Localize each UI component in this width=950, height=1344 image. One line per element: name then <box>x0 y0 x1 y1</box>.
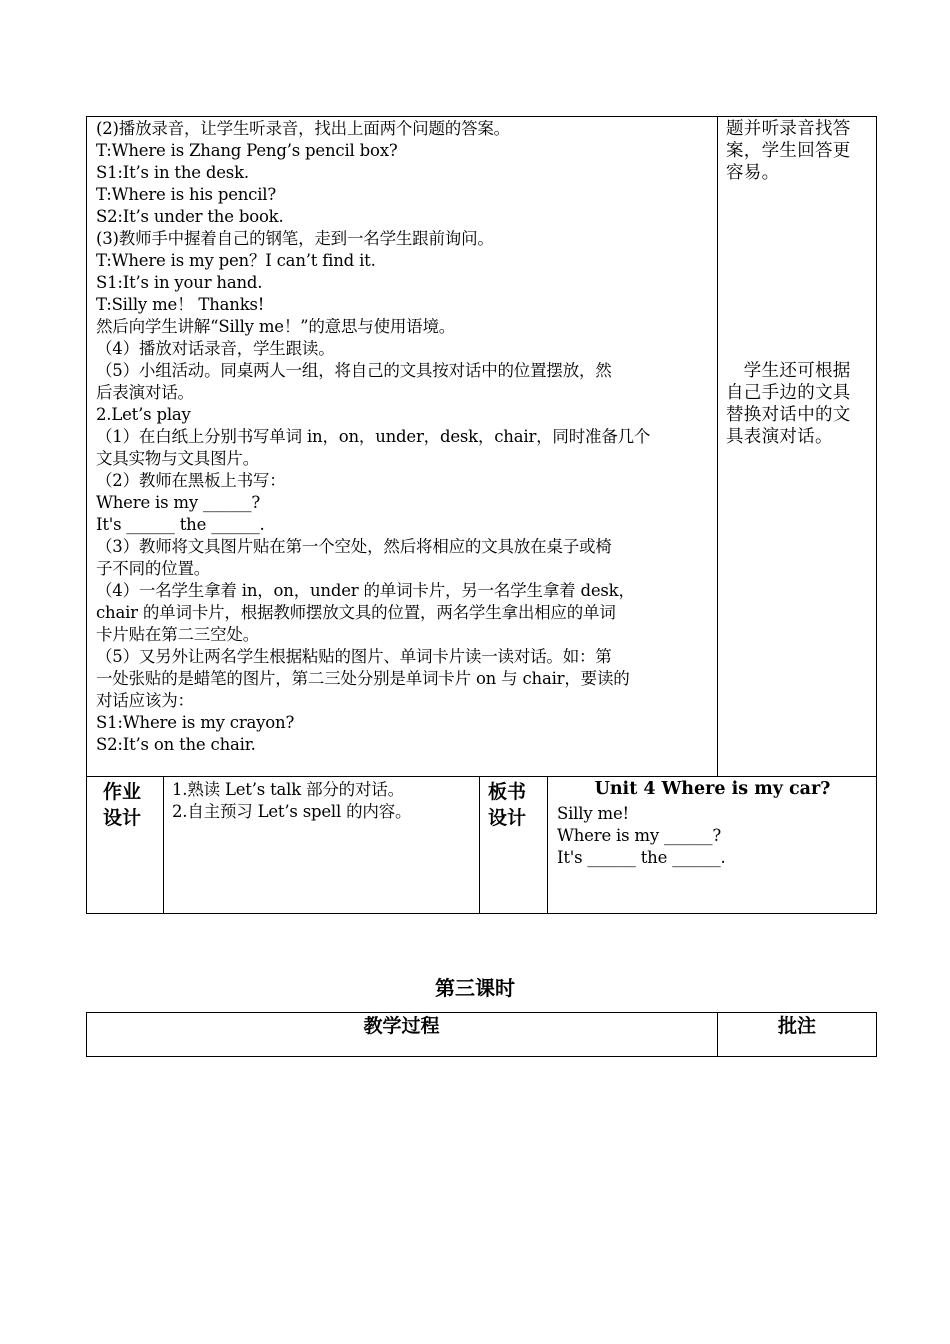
homework-item: 2.自主预习 Let’s spell 的内容。 <box>172 802 412 821</box>
note-line: 容易。 <box>726 163 780 183</box>
blackboard-line: It's ______ the ______. <box>557 848 726 867</box>
process-line: (2)播放录音，让学生听录音，找出上面两个问题的答案。 <box>96 119 510 138</box>
process-line: S1:It’s in the desk. <box>96 163 249 182</box>
section-heading: 第三课时 <box>435 976 515 1000</box>
blackboard-label: 板书 <box>488 781 527 803</box>
process-line: S2:It’s under the book. <box>96 207 284 226</box>
process-line: （4）播放对话录音，学生跟读。 <box>96 339 335 358</box>
column-header-notes: 批注 <box>777 1015 816 1037</box>
homework-label: 设计 <box>103 807 142 829</box>
blackboard-label: 设计 <box>488 807 527 829</box>
process-line: 后表演对话。 <box>96 383 194 402</box>
column-divider <box>479 776 480 914</box>
column-divider <box>163 776 164 914</box>
process-line: 卡片贴在第二三空处。 <box>96 625 260 644</box>
blackboard-line: Silly me! <box>557 804 629 823</box>
process-line: Where is my ______? <box>96 493 260 512</box>
note-line: 学生还可根据 <box>726 361 851 381</box>
process-line: （5）小组活动。同桌两人一组，将自己的文具按对话中的位置摆放，然 <box>96 361 612 380</box>
note-line: 替换对话中的文 <box>726 405 851 425</box>
homework-label: 作业 <box>103 781 142 803</box>
process-line: （5）又另外让两名学生根据粘贴的图片、单词卡片读一读对话。如：第 <box>96 647 612 666</box>
notes-cell <box>726 118 874 774</box>
process-line: S1:Where is my crayon? <box>96 713 295 732</box>
process-line: （3）教师将文具图片贴在第一个空处，然后将相应的文具放在桌子或椅 <box>96 537 612 556</box>
process-line: T:Where is Zhang Peng’s pencil box? <box>96 141 398 160</box>
process-line: S1:It’s in your hand. <box>96 273 263 292</box>
process-line: 2.Let’s play <box>96 405 191 424</box>
process-line: T:Where is my pen？I can’t find it. <box>96 251 376 270</box>
column-header-process: 教学过程 <box>363 1015 440 1037</box>
note-line: 题并听录音找答 <box>726 119 851 139</box>
process-line: T:Where is his pencil? <box>96 185 277 204</box>
process-line: (3)教师手中握着自己的钢笔，走到一名学生跟前询问。 <box>96 229 494 248</box>
blackboard-title: Unit 4 Where is my car? <box>594 779 831 799</box>
process-line: 子不同的位置。 <box>96 559 211 578</box>
process-line: 一处张贴的是蜡笔的图片，第二三处分别是单词卡片 on 与 chair，要读的 <box>96 669 630 688</box>
process-line: 文具实物与文具图片。 <box>96 449 260 468</box>
process-line: It's ______ the ______. <box>96 515 265 534</box>
process-line: 然后向学生讲解“Silly me！”的意思与使用语境。 <box>96 317 456 336</box>
process-line: （1）在白纸上分别书写单词 in，on，under，desk，chair，同时准备几个 <box>96 427 651 446</box>
process-line: chair 的单词卡片，根据教师摆放文具的位置，两名学生拿出相应的单词 <box>96 603 616 622</box>
note-line: 案，学生回答更 <box>726 141 851 161</box>
process-line: （4）一名学生拿着 in，on，under 的单词卡片，另一名学生拿着 desk， <box>96 581 635 600</box>
column-divider <box>717 116 718 777</box>
process-line: （2）教师在黑板上书写： <box>96 471 286 490</box>
note-line: 具表演对话。 <box>726 427 833 447</box>
process-line: S2:It’s on the chair. <box>96 735 256 754</box>
teaching-process-cell <box>96 118 711 774</box>
homework-item: 1.熟读 Let’s talk 部分的对话。 <box>172 780 404 799</box>
process-line: T:Silly me！ Thanks! <box>96 295 265 314</box>
process-line: 对话应该为： <box>96 691 194 710</box>
blackboard-line: Where is my ______? <box>557 826 721 845</box>
note-line: 自己手边的文具 <box>726 383 851 403</box>
row-divider <box>86 776 877 777</box>
